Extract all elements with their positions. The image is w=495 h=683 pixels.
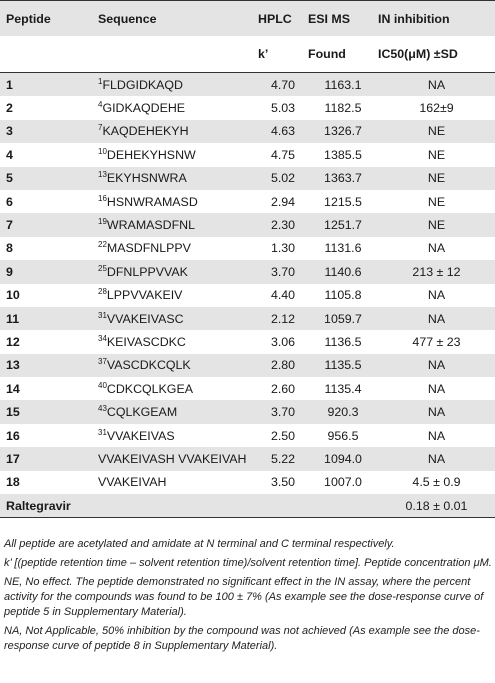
found-mass-cell: [308, 167, 378, 190]
header-in-inhibition: IN inhibition: [378, 11, 450, 26]
peptide-number: [0, 284, 98, 307]
k-prime-cell-text: 4.75: [270, 147, 296, 162]
footnote: NA, Not Applicable, 50% inhibition by the compound was not achieved (As example see the dose-response curve of peptide 8 in Supplementary Material).: [4, 625, 480, 652]
table-row: [0, 330, 495, 353]
ic50-cell: [378, 471, 495, 494]
sequence-cell-text: VVAKEIVASH VVAKEIVAH: [98, 451, 247, 466]
sequence-cell-text: EKYHSNWRA: [106, 171, 187, 186]
k-prime-cell: [258, 400, 308, 423]
peptide-number: [0, 143, 98, 166]
ic50-cell-text: 0.18 ± 0.01: [405, 498, 468, 513]
peptide-number: [0, 120, 98, 143]
ic50-cell: [378, 73, 495, 97]
sequence-cell-text: GIDKAQDEHE: [102, 101, 186, 116]
sequence-cell: [98, 377, 258, 400]
k-prime-cell: [258, 447, 308, 470]
ic50-cell: [378, 260, 495, 283]
peptide-number-text: 3: [6, 124, 13, 139]
sequence-cell-text: WRAMASDFNL: [106, 218, 196, 233]
sequence-cell: [98, 73, 258, 97]
sequence-cell: [98, 424, 258, 447]
header-found: Found: [308, 47, 346, 61]
peptide-number-text: Raltegravir: [6, 498, 71, 513]
sequence-cell-text: HSNWRAMASD: [106, 194, 198, 209]
ic50-cell: [378, 167, 495, 190]
sequence-position: 34: [98, 333, 107, 343]
table-row: [0, 190, 495, 213]
table-row: [0, 260, 495, 283]
header-hplc: HPLC: [258, 11, 292, 26]
found-mass-cell-text: 1182.5: [324, 101, 362, 116]
found-mass-cell-text: 920.3: [327, 405, 359, 420]
header-row-sub: [0, 36, 495, 73]
sequence-position: 4: [98, 99, 103, 109]
header-esi-ms: ESI MS: [308, 11, 350, 26]
table-footnotes: [4, 537, 492, 658]
k-prime-cell: [258, 260, 308, 283]
peptide-number: [0, 494, 98, 518]
peptide-number: [0, 471, 98, 494]
sequence-cell-text: CDKCQLKGEA: [106, 381, 193, 396]
found-mass-cell-text: 1105.8: [324, 288, 362, 303]
sequence-cell: [98, 143, 258, 166]
peptide-table-body: [0, 73, 495, 518]
k-prime-cell: [258, 471, 308, 494]
sequence-cell: [98, 284, 258, 307]
sequence-cell-text: DEHEKYHSNW: [106, 147, 196, 162]
ic50-cell: [378, 237, 495, 260]
table-row: [0, 494, 495, 518]
peptide-number: [0, 260, 98, 283]
sequence-cell-text: MASDFNLPPV: [106, 241, 191, 256]
sequence-position: 19: [98, 216, 107, 226]
sequence-cell: [98, 330, 258, 353]
found-mass-cell-text: 1135.5: [324, 358, 362, 373]
table-row: [0, 377, 495, 400]
k-prime-cell-text: 2.94: [270, 194, 296, 209]
found-mass-cell: [308, 471, 378, 494]
sequence-cell: [98, 237, 258, 260]
k-prime-cell: [258, 424, 308, 447]
k-prime-cell-text: 2.60: [270, 381, 296, 396]
table-row: [0, 237, 495, 260]
found-mass-cell: [308, 400, 378, 423]
ic50-cell: [378, 143, 495, 166]
k-prime-cell: [258, 143, 308, 166]
found-mass-cell: [308, 237, 378, 260]
sequence-cell-text: KEIVASCDKC: [106, 334, 186, 349]
k-prime-cell-text: 2.80: [270, 358, 296, 373]
k-prime-cell: [258, 167, 308, 190]
sequence-cell: [98, 354, 258, 377]
ic50-cell: [378, 354, 495, 377]
sequence-cell: [98, 471, 258, 494]
peptide-number-text: 11: [6, 311, 20, 326]
ic50-cell-text: NA: [427, 358, 446, 373]
sequence-cell-text: KAQDEHEKYH: [102, 124, 189, 139]
ic50-cell: [378, 377, 495, 400]
peptide-number-text: 6: [6, 194, 13, 209]
peptide-number-text: 10: [6, 288, 20, 303]
table-row: [0, 73, 495, 97]
ic50-cell-text: NA: [427, 77, 446, 92]
k-prime-cell-text: 3.06: [270, 334, 296, 349]
ic50-cell-text: NA: [427, 381, 446, 396]
sequence-cell: [98, 190, 258, 213]
sequence-position: 31: [98, 310, 107, 320]
found-mass-cell: [308, 96, 378, 119]
found-mass-cell: [308, 190, 378, 213]
sequence-cell-text: DFNLPPVVAK: [106, 264, 188, 279]
found-mass-cell-text: 1007.0: [324, 475, 362, 490]
ic50-cell-text: NE: [427, 194, 446, 209]
sequence-cell-text: VVAKEIVASC: [106, 311, 184, 326]
peptide-number-text: 15: [6, 405, 20, 420]
sequence-position: 43: [98, 404, 107, 414]
found-mass-cell: [308, 260, 378, 283]
sequence-cell-text: FLDGIDKAQD: [102, 77, 184, 92]
peptide-number-text: 8: [6, 241, 13, 256]
found-mass-cell-text: 1136.5: [324, 334, 362, 349]
found-mass-cell-text: 1094.0: [324, 451, 362, 466]
ic50-cell-text: NE: [427, 218, 446, 233]
found-mass-cell: [308, 330, 378, 353]
k-prime-cell-text: 4.63: [270, 124, 296, 139]
k-prime-cell-text: 2.50: [270, 428, 296, 443]
ic50-cell: [378, 330, 495, 353]
ic50-cell: [378, 400, 495, 423]
peptide-number: [0, 167, 98, 190]
k-prime-cell-text: 3.50: [270, 475, 296, 490]
found-mass-cell: [308, 377, 378, 400]
ic50-cell-text: 213 ± 12: [412, 264, 461, 279]
peptide-number: [0, 96, 98, 119]
sequence-position: 7: [98, 123, 103, 133]
table-row: [0, 471, 495, 494]
sequence-cell: [98, 400, 258, 423]
k-prime-cell: [258, 96, 308, 119]
ic50-cell: [378, 494, 495, 518]
found-mass-cell: [308, 424, 378, 447]
peptide-number: [0, 190, 98, 213]
sequence-cell-text: VVAKEIVAS: [106, 428, 175, 443]
peptide-number-text: 7: [6, 218, 13, 233]
ic50-cell: [378, 96, 495, 119]
k-prime-cell: [258, 354, 308, 377]
table-row: [0, 307, 495, 330]
footnote: All peptide are acetylated and amidate at N terminal and C terminal respectively.: [4, 538, 395, 550]
found-mass-cell-text: 1215.5: [324, 194, 362, 209]
ic50-cell-text: NE: [427, 147, 446, 162]
sequence-cell-text: LPPVVAKEIV: [106, 288, 183, 303]
sequence-cell: [98, 447, 258, 470]
peptide-number-text: 16: [6, 428, 20, 443]
k-prime-cell-text: 4.70: [270, 77, 296, 92]
found-mass-cell-text: 1326.7: [324, 124, 362, 139]
found-mass-cell-text: 1059.7: [324, 311, 362, 326]
peptide-number-text: 18: [6, 475, 20, 490]
sequence-position: 37: [98, 357, 107, 367]
table-row: [0, 424, 495, 447]
ic50-cell: [378, 284, 495, 307]
ic50-cell-text: NA: [427, 405, 446, 420]
ic50-cell: [378, 213, 495, 236]
footnote: NE, No effect. The peptide demonstrated no significant effect in the IN assay, where the percent activity for the compounds was found to be 100 ± 7% (As example see the dose-response curve of peptide 5 in Supplementary Material).: [4, 576, 484, 618]
k-prime-cell-text: 3.70: [270, 405, 296, 420]
found-mass-cell: [308, 307, 378, 330]
sequence-cell: [98, 307, 258, 330]
ic50-cell-text: NE: [427, 171, 446, 186]
sequence-position: 40: [98, 380, 107, 390]
ic50-cell-text: 477 ± 23: [412, 334, 461, 349]
table-row: [0, 447, 495, 470]
found-mass-cell: [308, 447, 378, 470]
peptide-number: [0, 330, 98, 353]
peptide-number: [0, 354, 98, 377]
ic50-cell: [378, 424, 495, 447]
peptide-number-text: 1: [6, 77, 13, 92]
sequence-cell: [98, 167, 258, 190]
ic50-cell-text: NE: [427, 124, 446, 139]
peptide-number-text: 2: [6, 101, 13, 116]
header-row-main: [0, 1, 495, 37]
peptide-number: [0, 424, 98, 447]
footnote: k’ [(peptide retention time – solvent retention time)/solvent retention time]. Peptide concentration μM.: [4, 557, 492, 569]
k-prime-cell-text: 4.40: [270, 288, 296, 303]
k-prime-cell-text: 5.02: [270, 171, 296, 186]
peptide-number-text: 12: [6, 334, 20, 349]
ic50-cell-text: 162±9: [419, 101, 454, 116]
peptide-number-text: 17: [6, 451, 20, 466]
found-mass-cell-text: 1140.6: [324, 264, 362, 279]
table-row: [0, 167, 495, 190]
k-prime-cell-text: 5.22: [270, 451, 296, 466]
peptide-number: [0, 447, 98, 470]
k-prime-cell: [258, 307, 308, 330]
header-k-prime: k’: [258, 47, 269, 61]
peptide-number: [0, 213, 98, 236]
table-row: [0, 400, 495, 423]
peptide-number: [0, 73, 98, 97]
ic50-cell: [378, 190, 495, 213]
found-mass-cell: [308, 120, 378, 143]
found-mass-cell: [308, 284, 378, 307]
found-mass-cell-text: 1135.4: [324, 381, 362, 396]
table-row: [0, 213, 495, 236]
ic50-cell-text: NA: [427, 311, 446, 326]
found-mass-cell-text: 1363.7: [324, 171, 362, 186]
sequence-cell-text: CQLKGEAM: [106, 405, 178, 420]
sequence-position: 13: [98, 170, 107, 180]
sequence-position: 1: [98, 76, 103, 86]
found-mass-cell: [308, 354, 378, 377]
found-mass-cell-text: 956.5: [327, 428, 359, 443]
peptide-number: [0, 400, 98, 423]
ic50-cell-text: NA: [427, 428, 446, 443]
sequence-cell: [98, 96, 258, 119]
found-mass-cell: [308, 213, 378, 236]
found-mass-cell-text: 1163.1: [324, 77, 362, 92]
table-row: [0, 96, 495, 119]
table-row: [0, 354, 495, 377]
sequence-cell: [98, 213, 258, 236]
ic50-cell-text: 4.5 ± 0.9: [412, 475, 461, 490]
header-ic50: IC50(μM) ±SD: [378, 47, 458, 61]
table-row: [0, 143, 495, 166]
table-row: [0, 284, 495, 307]
k-prime-cell: [258, 377, 308, 400]
found-mass-cell: [308, 143, 378, 166]
ic50-cell-text: NA: [427, 451, 446, 466]
sequence-cell: [98, 260, 258, 283]
peptide-number-text: 4: [6, 147, 13, 162]
found-mass-cell: [308, 494, 378, 518]
k-prime-cell-text: 2.30: [270, 218, 296, 233]
k-prime-cell: [258, 213, 308, 236]
k-prime-cell-text: 3.70: [270, 264, 296, 279]
peptide-number: [0, 307, 98, 330]
sequence-position: 31: [98, 427, 107, 437]
k-prime-cell: [258, 120, 308, 143]
k-prime-cell: [258, 237, 308, 260]
sequence-position: 22: [98, 240, 107, 250]
k-prime-cell: [258, 73, 308, 97]
sequence-cell: [98, 494, 258, 518]
ic50-cell: [378, 120, 495, 143]
found-mass-cell-text: 1385.5: [324, 147, 362, 162]
table-row: [0, 120, 495, 143]
k-prime-cell: [258, 494, 308, 518]
peptide-number: [0, 377, 98, 400]
sequence-position: 16: [98, 193, 107, 203]
k-prime-cell-text: 1.30: [270, 241, 296, 256]
ic50-cell: [378, 307, 495, 330]
found-mass-cell-text: 1131.6: [324, 241, 362, 256]
ic50-cell-text: NA: [427, 288, 446, 303]
peptide-number-text: 13: [6, 358, 20, 373]
sequence-position: 28: [98, 287, 107, 297]
header-sequence: Sequence: [98, 11, 157, 26]
k-prime-cell: [258, 190, 308, 213]
sequence-position: 10: [98, 146, 107, 156]
ic50-cell: [378, 447, 495, 470]
sequence-cell-text: VASCDKCQLK: [106, 358, 191, 373]
found-mass-cell-text: 1251.7: [324, 218, 362, 233]
ic50-cell-text: NA: [427, 241, 446, 256]
k-prime-cell: [258, 330, 308, 353]
sequence-cell-text: VVAKEIVAH: [98, 475, 167, 490]
sequence-position: 25: [98, 263, 107, 273]
k-prime-cell-text: 2.12: [270, 311, 296, 326]
sequence-cell: [98, 120, 258, 143]
peptide-number-text: 9: [6, 264, 13, 279]
k-prime-cell-text: 5.03: [270, 101, 296, 116]
found-mass-cell: [308, 73, 378, 97]
k-prime-cell: [258, 284, 308, 307]
header-peptide: Peptide: [6, 11, 51, 26]
peptide-number-text: 5: [6, 171, 13, 186]
peptide-number-text: 14: [6, 381, 20, 396]
peptide-number: [0, 237, 98, 260]
